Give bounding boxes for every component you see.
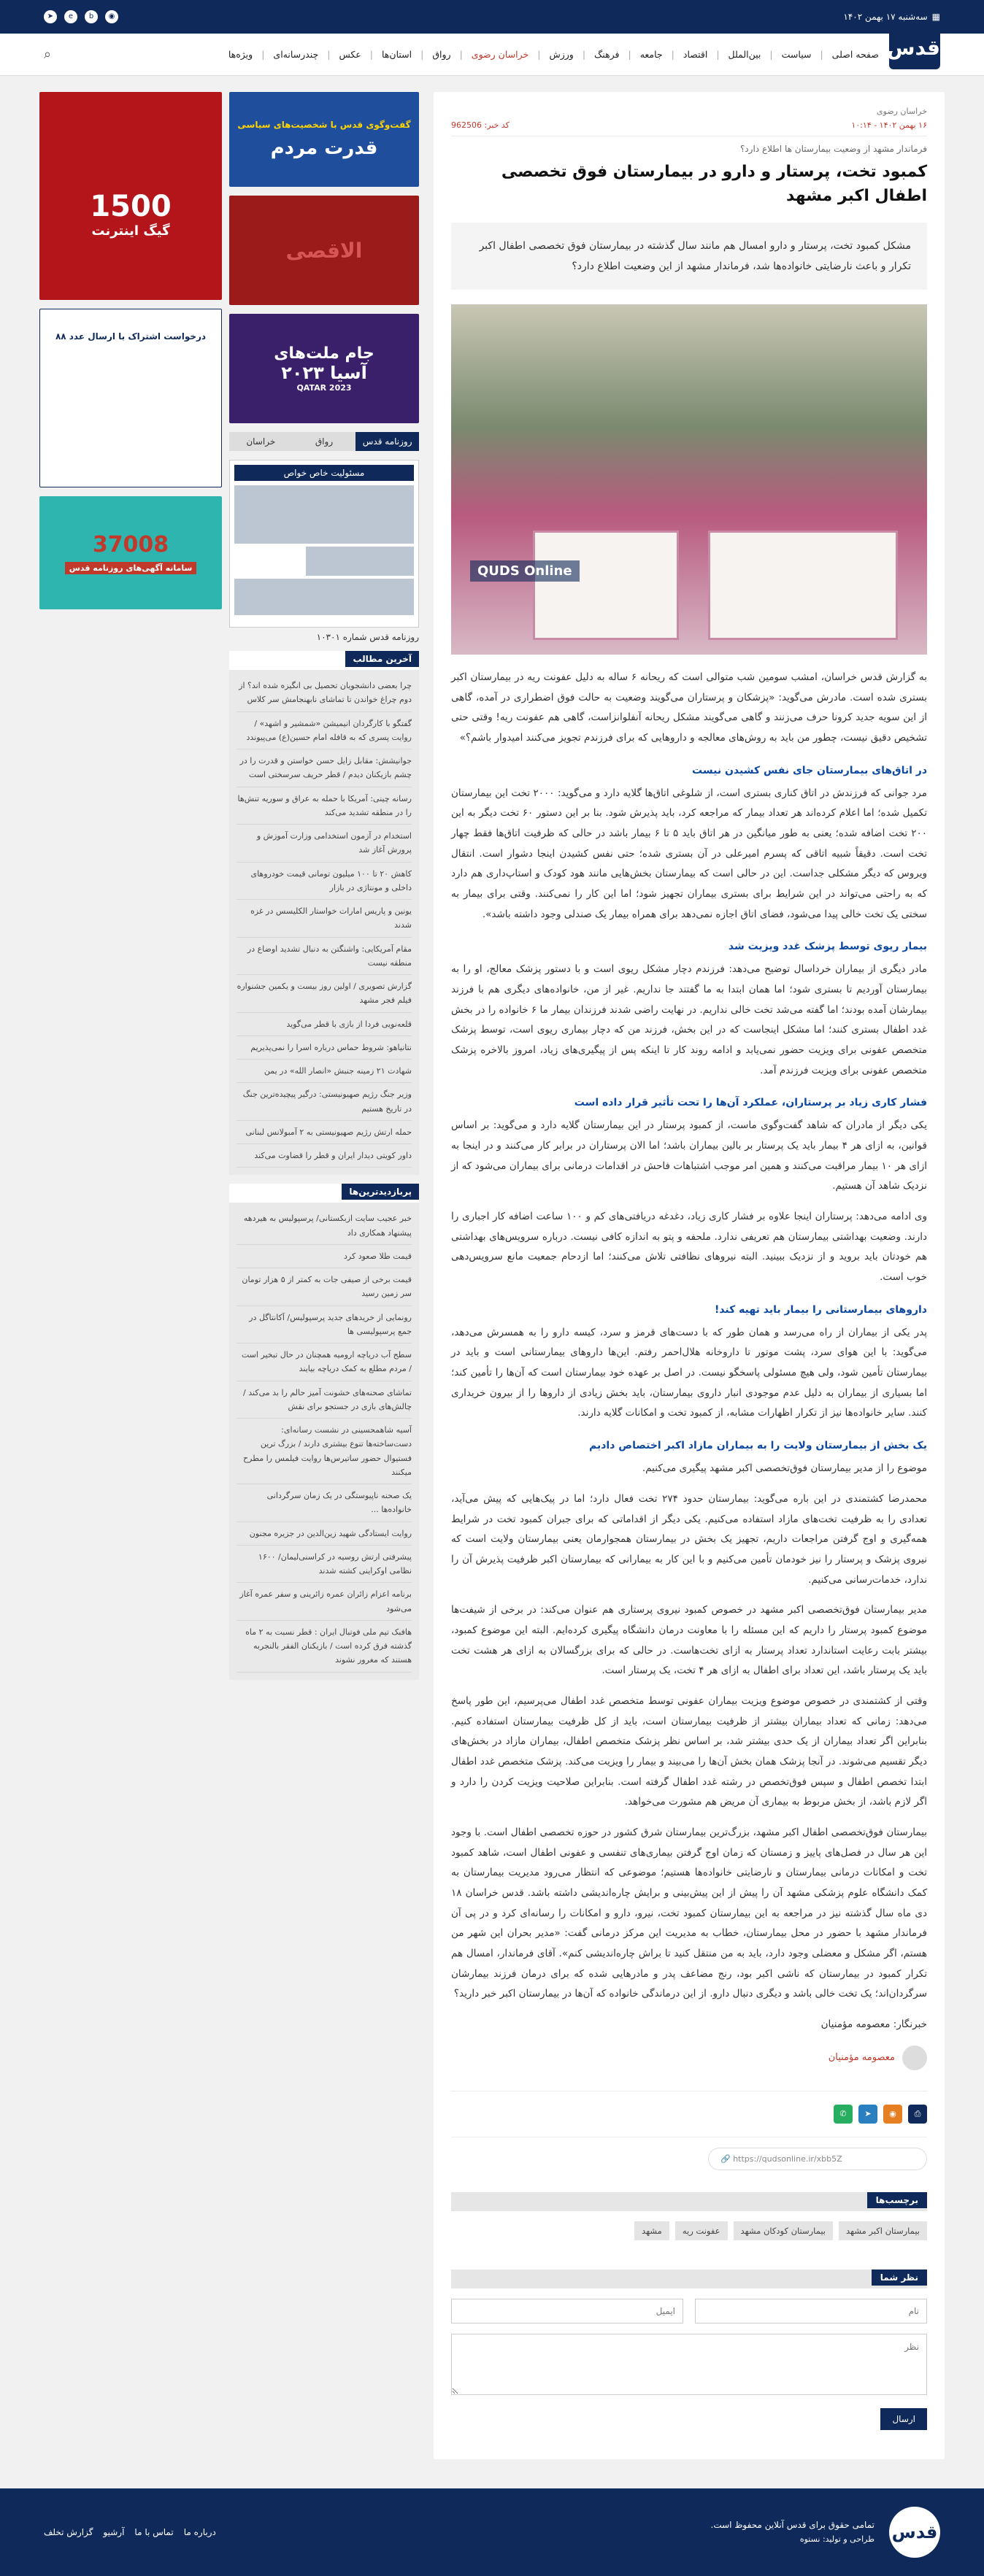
- paragraph: مدیر بیمارستان فوق‌تخصصی اکبر مشهد در خصوص کمبود نیروی پرستاری هم عنوان می‌کند: در برخی از شیفت‌ها موضوع کمبود پرستار را داریم که این مسئله را با معاونت درمان دانشگاه پیگیری کرده‌ایم. البته این موضوع کمبود، بیشتر بابت رعایت استاندارد تعداد پرستار به ازای تخت‌هاست. در حالی که برای بزرگسالان به ازای هر هشت تخت باید یک پرستار باشد، این تعداد برای اطفال به ازای هر ۴ تخت، یک پرستار است.: [451, 1604, 927, 1677]
- ad-text: QATAR 2023: [296, 383, 352, 393]
- article-meta: [451, 120, 927, 136]
- subheading: یک بخش از بیمارستان ولایت را به بیماران مازاد اکبر اختصاص دادیم: [588, 1440, 927, 1452]
- paragraph: یکی دیگر از مادران که شاهد گفت‌وگوی ماست، از کمبود پرستار در این بیمارستان گلایه دارد و می‌گوید: بر اساس قوانین، به ازای هر ۴ بیمار باید یک پرستار بر بالین بیماران باشد؛ اما الان پرستاران در برابر کار می‌کنند و در اینجا به ازای هر ۱۰ بیمار مراقبت می‌کنند و همین امر موجب اشتباهات فاحش در اقدامات درمانی برای بیماران می‌شود که از نزدیک شاهد آن هستیم.: [451, 1119, 927, 1192]
- paragraph: موضوع را از مدیر بیمارستان فوق‌تخصصی اکبر مشهد پیگیری می‌کنیم.: [642, 1462, 927, 1475]
- ad-banner-classifieds[interactable]: [39, 496, 222, 609]
- share-bar: [451, 2091, 927, 2137]
- tag-list: [451, 2221, 927, 2240]
- tab-khorasan[interactable]: خراسان: [229, 432, 293, 451]
- name-field[interactable]: [695, 2299, 927, 2324]
- newspaper-cover[interactable]: [229, 460, 419, 628]
- list-item[interactable]: هافبک تیم ملی فوتبال ایران : قطر نسبت به ۲ ماه گذشته فرق کرده است / بازیکنان الفقر بالنجربه هستند که مغرور نشوند: [237, 1621, 412, 1673]
- list-item[interactable]: استخدام در آزمون استخدامی وزارت آموزش و پرورش آغاز شد: [237, 825, 412, 863]
- comments-title: نظر شما: [872, 2270, 927, 2286]
- ad-text: 37008: [92, 531, 169, 558]
- footer-link-report[interactable]: گزارش تخلف: [44, 2526, 93, 2537]
- menu-item-multimedia[interactable]: چندرسانه‌ای: [273, 49, 319, 60]
- list-item[interactable]: داور کویتی دیدار ایران و قطر را قضاوت می‌کند: [237, 1144, 412, 1168]
- tags-title: برچسب‌ها: [867, 2192, 927, 2208]
- menu-item-khorasan[interactable]: خراسان رضوی: [471, 49, 529, 60]
- ad-banner-asian-cup[interactable]: [229, 314, 419, 423]
- popular-news-box: [229, 1184, 419, 1679]
- tag[interactable]: بیمارستان اکبر مشهد: [839, 2221, 927, 2240]
- article-body: [451, 668, 927, 2035]
- subheading: بیمار ریوی توسط پزشک غدد ویزیت شد: [728, 941, 927, 953]
- news-code: کد خبر: 962506: [451, 120, 510, 130]
- site-logo[interactable]: قدس: [889, 30, 940, 69]
- newspaper-image: [306, 547, 414, 576]
- newspaper-image: [234, 485, 414, 544]
- paragraph: وی ادامه می‌دهد: پرستاران اینجا علاوه بر فشار کاری زیاد، دغدغه دریافتی‌های کم و ۱۰۰ ساعت اضافه کار اجباری را دارند. وضعیت بهداشتی بیمارستان هم تعریفی ندارد. ملحفه و پتو به اندازه کافی نیست. درباره سرویس‌های بهداشتی هم خودتان باید بروید و از نزدیک ببینید. البته نیروهای نظافتی تلاش می‌کنند؛ اما ازدحام جمعیت مانع سرویس‌دهی خوب است.: [451, 1211, 927, 1284]
- list-item[interactable]: مقام آمریکایی: واشنگتن به دنبال تشدید اوضاع در منطقه نیست: [237, 938, 412, 976]
- latest-news-box: [229, 651, 419, 1175]
- subheading: در اتاق‌های بیمارستان جای نفس کشیدن نیست: [692, 764, 927, 776]
- author-box[interactable]: [451, 2045, 927, 2070]
- paragraph: پدر یکی از بیماران از راه می‌رسد و همان طور که با دست‌های قرمز و سرد، کیسه دارو را به همسرش می‌دهد، می‌گوید: با این هوای سرد، پشت موتور تا داروخانه هلال‌احمر رفتم. این‌ها داروهای بیمارستانی است و باید در بیمارستان تأمین شود، ولی هیچ مسئولی پاسخگو نیست. در اصل بر عهده خود بیمارستان است که آن‌ها را تأمین کند؛ اما بسیاری از بیماران به دلیل عدم موجودی انبار داروی بیمارستان، باید بخش زیادی از داروها را از بیرون خریداری کنند. سایر خانواده‌ها نیز از تکرار اظهارات مشابه، از کمبود تخت و امکانات گلایه دارند.: [451, 1326, 927, 1419]
- footer: [0, 2488, 984, 2576]
- list-item[interactable]: جوانیشش: مقابل زایل حسن خواستن و قدرت را در چشم بازیکنان دیدم / قطر حریف سرسختی است: [237, 749, 412, 787]
- article-photo: [451, 304, 927, 655]
- ad-text: آسیا ۲۰۲۳: [281, 363, 367, 383]
- paragraph: محمدرضا کشتمندی در این باره می‌گوید: بیمارستان حدود ۲۷۴ تخت فعال دارد؛ اما در پیک‌هایی که پیش می‌آید، تعدادی را به ظرفیت تخت‌های مازاد استفاده می‌کنیم. یکی دیگر از اقداماتی که برای جبران کمبود تخت در شرایط همه‌گیری و اوج گرفتن مراجعات داریم، تجهیز یک بخش در بیمارستان همجوارمان یعنی بیمارستان ولایت است که نیروی پزشک و پرستار را نیز خودمان تأمین می‌کنیم و با این کار به بیمارانی که بیمارستان اکبر ظرفیت پذیرش آن را ندارد، خدمات‌رسانی می‌کنیم.: [451, 1492, 927, 1586]
- submit-button[interactable]: ارسال: [880, 2408, 927, 2430]
- subheading: فشار کاری زیاد بر پرستاران، عملکرد آن‌ها را تحت تأثیر قرار داده است: [574, 1097, 927, 1109]
- list-item[interactable]: چرا بعضی دانشجویان تحصیل بی انگیزه شده اند؟ از دوم چراغ خواندن تا تماشای نابهنجامش سر کلاس: [237, 674, 412, 712]
- subheading: داروهای بیمارستانی را بیمار باید تهیه کند!: [714, 1303, 927, 1316]
- ad-text: جام ملت‌های: [274, 344, 374, 363]
- link-icon: 🔗: [720, 2153, 734, 2164]
- publish-date: ۱۶ بهمن ۱۴۰۲ - ۱۰:۱۴: [851, 120, 927, 130]
- list-item[interactable]: گزارش تصویری / اولین روز بیست و یکمین جشنواره فیلم فجر مشهد: [237, 975, 412, 1013]
- article-overtitle: فرماندار مشهد از وضعیت بیمارستان ها اطلاع دارد؟: [739, 144, 927, 154]
- ad-text: گیگ اینترنت: [91, 223, 170, 239]
- search-icon[interactable]: ⌕: [44, 47, 52, 62]
- hospital-bed: [533, 531, 679, 640]
- list-item[interactable]: قیمت برخی از صیفی جات به کمتر از ۵ هزار تومان سر زمین رسید: [237, 1268, 412, 1306]
- breadcrumb[interactable]: خراسان رضوی: [876, 107, 927, 116]
- main-menu: صفحه اصلی | سیاست | بین‌الملل | اقتصاد | جامعه | فرهنگ | ورزش | خراسان رضوی | رواق | استان‌ها | عکس | چندرسانه‌ای | ویژه‌ها: [228, 49, 879, 60]
- list-item[interactable]: رونمایی از خریدهای جدید پرسپولیس/ آکانتاگل در جمع پرسپولیسی ها: [237, 1306, 412, 1344]
- copyright: تمامی حقوق برای قدس آنلاین محفوظ است.: [710, 2520, 875, 2531]
- social-links: [44, 10, 118, 23]
- list-item[interactable]: رسانه چینی: آمریکا با حمله به عراق و سوریه تنش‌ها را در منطقه تشدید می‌کند: [237, 787, 412, 825]
- comment-field[interactable]: [451, 2334, 927, 2395]
- ad-text: گفت‌وگوی قدس با شخصیت‌های سیاسی: [237, 120, 411, 130]
- newspaper-image: [234, 579, 414, 615]
- menu-item-home[interactable]: صفحه اصلی: [831, 49, 879, 60]
- ad-banner-subscription[interactable]: درخواست اشتراک با ارسال عدد ۸۸: [39, 309, 222, 487]
- list-item[interactable]: گفتگو با کارگردان انیمیشن «شمشیر و اشهد» / روایت پسری که به قافله امام حسین(ع) می‌پیوندد: [237, 712, 412, 750]
- list-item[interactable]: پیشرفتی ارتش روسیه در کراسنی‌لیمان/ ۱۶۰۰ نظامی اوکراینی کشته شدند: [237, 1546, 412, 1584]
- list-item[interactable]: کاهش ۲۰ تا ۱۰۰ میلیون تومانی قیمت خودروهای داخلی و مونتاژی در بازار: [237, 863, 412, 901]
- reporter-line: خبرنگار: معصومه مؤمنیان: [820, 2018, 927, 2030]
- tag[interactable]: بیمارستان کودکان مشهد: [734, 2221, 833, 2240]
- ad-banner-internet[interactable]: [39, 92, 222, 300]
- menu-item-sport[interactable]: ورزش: [549, 49, 574, 60]
- article-title: کمبود تخت، پرستار و دارو در بیمارستان فوق تخصصی اطفال اکبر مشهد: [501, 163, 927, 205]
- calendar-icon: ▦: [931, 12, 940, 22]
- list-item[interactable]: آسیه شاهمحسینی در نشست رسانه‌ای: دست‌ساخته‌ها تنوع بیشتری دارند / بزرگ ترین فستیوال حضور ساتیرس‌ها روایت فیلمس را مطرح میکنند: [237, 1419, 412, 1484]
- tag[interactable]: مشهد: [634, 2221, 669, 2240]
- menu-item-politics[interactable]: سیاست: [781, 49, 812, 60]
- eitaa-icon[interactable]: e: [64, 10, 77, 23]
- newspaper-caption[interactable]: روزنامه قدس شماره ۱۰۳۰۱: [316, 632, 419, 642]
- list-item[interactable]: تماشای صحنه‌های خشونت آمیز حالم را بد می‌کند / چالش‌های بازی در جستجو برای نقش: [237, 1381, 412, 1419]
- short-link-text: https://qudsonline.ir/xbb5Z: [733, 2153, 842, 2164]
- menu-item-economy[interactable]: اقتصاد: [683, 49, 708, 60]
- menu-item-specials[interactable]: ویژه‌ها: [228, 49, 253, 60]
- menu-item-international[interactable]: بین‌الملل: [728, 49, 761, 60]
- sidebar: [39, 92, 419, 2459]
- newspaper-headline: مسئولیت خاص خواص: [234, 465, 414, 481]
- photo-watermark: QUDS Online: [470, 560, 580, 582]
- list-item[interactable]: قیمت طلا صعود کرد: [237, 1245, 412, 1268]
- hospital-bed: [708, 531, 898, 640]
- article: [434, 92, 945, 2459]
- popular-title: پربازدیدترین‌ها: [342, 1184, 419, 1200]
- paragraph: بیمارستان فوق‌تخصصی اطفال اکبر مشهد، بزرگ‌ترین بیمارستان شرق کشور در حوزه تخصصی اطفال است. با وجود این هر سال در فصل‌های پاییز و زمستان که زمان اوج گرفتن بیماری‌های تنفسی و عفونی اطفال است، شاهد کمبود تخت و امکانات درمانی بیمارستان و نارضایتی خانواده‌ها هستیم؛ موضوعی که انتظار می‌رود مدیریت بیمارستان به کمک دانشگاه علوم پزشکی مشهد آن را پیش از این پیش‌بینی و برایش چاره‌اندیشی داشته باشد. قدس خراسان ۱۸ دی ماه سال گذشته نیز در مراجعه به این بیمارستان کمبود تخت، نیرو، دارو و امکانات را رسانه‌ای کرد و در پی آن فرماندار مشهد با حضور در محل بیمارستان، خطاب به مدیریت این مرکز درمانی گفت: «مدیر بحران این شهر من هستم، اگر مشکل و معضلی وجود دارد، باید به من منتقل کنید تا براش چاره‌اندیشی کنم». آقای فرماندار، امسال هم تکرار کمبود در بیمارستان که ناشی اکبر بود، رنج مضاعف پدر و مادرهایی شده که برای درمان فرزند بیمارشان سرگردان‌اند؛ یک تخت خالی باشد و دیگری دنبال دارو. از این درماندگی خانواده که آن‌ها در بیمارستان اکبر خبر دارید؟: [451, 1826, 927, 2000]
- footer-link-contact[interactable]: تماس با ما: [134, 2526, 174, 2537]
- article-lead: مشکل کمبود تخت، پرستار و دارو امسال هم مانند سال گذشته در بیمارستان فوق تخصصی اطفال اکبر تکرار و باعث نارضایتی خانواده‌ها شد، فرماندار مشهد از این وضعیت اطلاع دارد؟: [451, 223, 927, 290]
- email-field[interactable]: [451, 2299, 683, 2324]
- tab-ravagh[interactable]: رواق: [293, 432, 356, 451]
- footer-logo[interactable]: قدس: [889, 2507, 940, 2558]
- paragraph: مرد جوانی که فرزندش در اتاق کناری بستری است، از شلوغی اتاق‌ها گلایه دارد و می‌گوید: ۲۰۰۰ تخت این بیمارستان تکمیل شده؛ اما اعلام کرده‌اند هر تعداد بیمار که مراجعه کرد، باید پذیرش شود. بنا بر این دستور ۶۰ تخت دیگر به این ۲۰۰ تخت اضافه شده؛ یعنی به طور میانگین در هر اتاق باید ۵ تا ۶ بیمار باشد در حالی که ظرفیت اتاق‌ها فقط چهار تخت است. دقیقاً شبیه اتاقی که پسرم امیرعلی در آن بستری شده؛ حتی نفس کشیدن اینجا دشوار است. انتقال ویروس که دیگر مشکلی جداست. این در حالی است که بیمارستان بخش‌هایی مانند هود کودک و استاپ‌داری هم دارد که به راحتی می‌تواند در این شرایط برای بستری بیماران تجهیز شود؛ اما این کار را نمی‌کنند. وقتی برای بیمار به سختی یک تخت خالی پیدا می‌شود، فضای اتاق اجازه نمی‌دهد برای همراه بیمار یک صندلی وجود داشته باشد».: [451, 787, 928, 920]
- menu-item-culture[interactable]: فرهنگ: [594, 49, 620, 60]
- top-bar: [0, 0, 984, 34]
- list-item[interactable]: شهادت ۲۱ زمینه جنبش «انصار الله» در یمن: [237, 1060, 412, 1083]
- paragraph: وقتی از کشتمندی در خصوص موضوع ویزیت بیماران عفونی توسط متخصص غدد اطفال می‌پرسیم، این طور پاسخ می‌دهد: زمانی که تعداد بیماران بیشتر از ظرفیت بیمارستان است، باید از کل ظرفیت بیمارستان استفاده کنیم. بنابراین اگر تعداد بیماران از یک حدی بیشتر شد، بر اساس نظر پزشک متخصص اطفال، بیماران مازاد در بخش‌های دیگر تقسیم می‌شوند. در آنجا پزشک همان بخش آن‌ها را می‌بیند و بیمار را ویزیت می‌کند. پزشک متخصص غدد اطفال ابتدا تخصص اطفال و سپس فوق‌تخصص در رشته غدد اطفال گرفته است. بنابراین صلاحیت ویزیت کردن را دارد و اگر لازم باشد، از بخش مربوط به بیماری آن مریض هم مشورت می‌خواهد.: [451, 1694, 927, 1808]
- list-item[interactable]: سطح آب دریاچه ارومیه همچنان در حال تبخیر است / مردم مطلع به کمک دریاچه بیایند: [237, 1343, 412, 1381]
- print-icon[interactable]: ⎙: [908, 2105, 927, 2124]
- list-item[interactable]: یونین و پاریس امارات خواستار الکلیسس در غزه شدند: [237, 900, 412, 938]
- footer-link-archive[interactable]: آرشیو: [103, 2526, 125, 2537]
- newspaper-tabs: [229, 432, 419, 451]
- list-item[interactable]: وزیر جنگ رژیم صهیونیستی: درگیر پیچیده‌ترین جنگ در تاریخ هستیم: [237, 1083, 412, 1121]
- tags-section-title: [451, 2192, 927, 2211]
- short-link[interactable]: [708, 2148, 927, 2170]
- ad-text: 1500: [90, 190, 172, 223]
- date-text: سه‌شنبه ۱۷ بهمن ۱۴۰۲: [843, 12, 928, 22]
- rss-icon[interactable]: ◉: [105, 10, 118, 23]
- list-item[interactable]: نتانیاهو: شروط حماس درباره اسرا را نمی‌پذیریم: [237, 1036, 412, 1060]
- tab-quds-paper[interactable]: روزنامه قدس: [355, 432, 419, 451]
- tag[interactable]: عفونت ریه: [675, 2221, 728, 2240]
- footer-link-about[interactable]: درباره ما: [183, 2526, 216, 2537]
- menu-item-provinces[interactable]: استان‌ها: [381, 49, 412, 60]
- ad-text: قدرت مردم: [270, 137, 378, 159]
- author-name[interactable]: معصومه مؤمنیان: [828, 2052, 895, 2064]
- menu-item-society[interactable]: جامعه: [639, 49, 663, 60]
- paragraph: مادر دیگری از بیماران خرداسال توضیح می‌دهد: فرزندم دچار مشکل ریوی است و با دستور پزشک معالج، او را به بیمارستان آوردیم تا بستری شود؛ اما همان ابتدا به ما گفتند جا نداریم. غیر از من، خانواده‌های دیگری هم با فرزند بیمارشان آمده بودند؛ اما گفته می‌شد تخت خالی نداریم. در نهایت راضی شدند فرزندان بیمار ما ۶ خانواده را در بخش غدد اطفال بستری کنند؛ اما مشکل اینجاست که در این بخش، فرزند من که دچار بیماری ریوی است، توسط پزشک متخصص عفونی برای ویزیت حضور نمی‌یابد و ادامه روند کار تا اینکه پس از پیگیری‌های زیاد، امروز بالاخره پزشک متخصص عفونی برای ویزیت فرزندم آمد.: [451, 963, 927, 1076]
- ad-banner-aqsa[interactable]: الاقصی: [229, 196, 419, 305]
- developer-credit: طراحی و تولید: نستوه: [799, 2534, 875, 2545]
- paragraph: به گزارش قدس خراسان، امشب سومین شب متوالی است که ریحانه ۶ ساله به دلیل عفونت ریه در بیمارستان اکبر بستری شده است. مادرش می‌گوید: «پزشکان و پرستاران می‌گویند وضعیت به حالت فوق اضطراری در آمده، گاهی از این سویه جدید کرونا حرف می‌زنند و گاهی می‌گویند مشکل ریحانه آنفلوانزاست، گاهی هم عفونت ریه! وقتی حتی تشخیص دقیق نیست، چطور من باید به روش‌های معالجه و داروهایی که برای فرزندم تجویز می‌کنند امیدوار باشم؟»: [451, 671, 927, 744]
- menu-item-photo[interactable]: عکس: [339, 49, 361, 60]
- comments-section-title: [451, 2270, 927, 2288]
- list-item[interactable]: روایت ایستادگی شهید زین‌الدین در جزیره مجنون: [237, 1522, 412, 1546]
- ad-banner-qodrat[interactable]: [229, 92, 419, 187]
- bale-icon[interactable]: b: [85, 10, 98, 23]
- list-item[interactable]: یک صحنه ناپیوستگی در یک زمان سرگردانی خانواده‌ها ...: [237, 1484, 412, 1522]
- latest-title: آخرین مطالب: [345, 651, 419, 667]
- list-item[interactable]: قلعه‌نویی فردا از بازی با قطر می‌گوید: [237, 1013, 412, 1036]
- list-item[interactable]: حمله ارتش رژیم صهیونیستی به ۲ آمبولانس لبنانی: [237, 1121, 412, 1144]
- menu-item-ravagh[interactable]: رواق: [432, 49, 451, 60]
- footer-links: [44, 2527, 216, 2537]
- avatar: [902, 2045, 927, 2070]
- list-item[interactable]: برنامه اعزام زائران عمره زائرینی و سفر عمره آغاز می‌شود: [237, 1583, 412, 1621]
- telegram-share-icon[interactable]: ➤: [858, 2105, 877, 2124]
- telegram-icon[interactable]: ➤: [44, 10, 57, 23]
- rss-icon[interactable]: ◉: [883, 2105, 902, 2124]
- date-display: [843, 12, 940, 22]
- main-navbar: [0, 34, 984, 76]
- ad-text: سامانه آگهی‌های روزنامه قدس: [65, 562, 197, 574]
- whatsapp-share-icon[interactable]: ✆: [834, 2105, 853, 2124]
- list-item[interactable]: خبر عجیب سایت ازبکستانی/ پرسپولیس به هیردهه پیشنهاد همکاری داد: [237, 1207, 412, 1245]
